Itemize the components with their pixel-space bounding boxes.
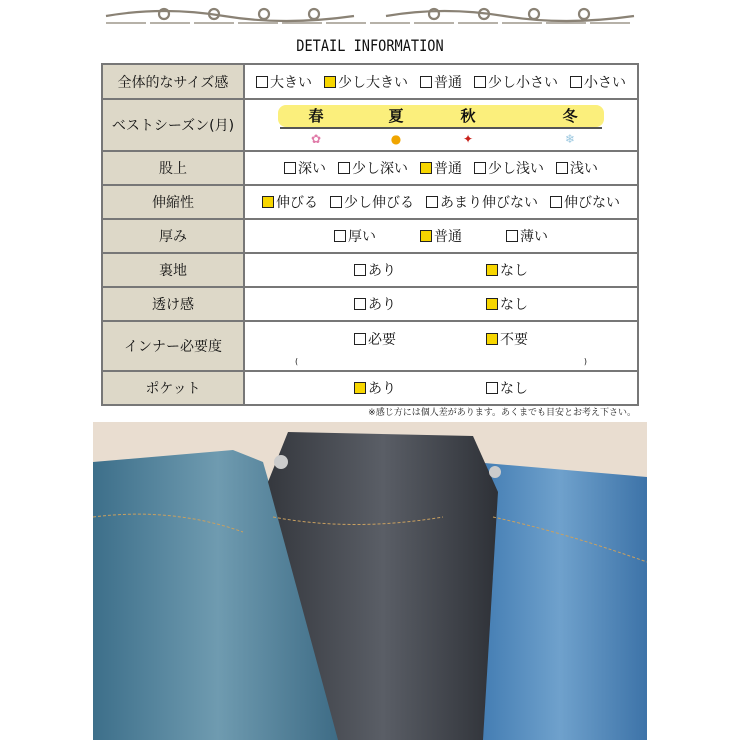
disclaimer-note: ※感じ方には個人差があります。あくまでも目安とお考え下さい。 xyxy=(368,408,636,418)
table-row xyxy=(102,64,638,99)
option xyxy=(506,226,548,246)
checkbox-icon xyxy=(354,264,366,276)
row-label: 透け感 xyxy=(102,287,244,321)
option-label: 薄い xyxy=(520,229,548,245)
snowflake-icon: ❄ xyxy=(564,132,576,146)
page-title: DETAIL INFORMATION xyxy=(296,36,444,55)
season-label: 秋 xyxy=(460,107,476,125)
checkbox-icon xyxy=(506,230,518,242)
option-label: 少し浅い xyxy=(488,161,544,177)
option-label: 深い xyxy=(298,161,326,177)
table-row xyxy=(102,219,638,253)
checkbox-icon xyxy=(338,162,350,174)
checkbox-icon xyxy=(474,162,486,174)
checkbox-icon xyxy=(550,196,562,208)
option xyxy=(262,192,318,212)
season-label: 冬 xyxy=(562,107,578,125)
option-label: あり xyxy=(368,381,396,397)
row-value xyxy=(244,151,638,185)
option-label: 少し伸びる xyxy=(344,195,414,211)
row-label: 伸縮性 xyxy=(102,185,244,219)
checkbox-icon xyxy=(420,230,432,242)
option-label: 少し小さい xyxy=(488,74,558,91)
row-value xyxy=(244,371,638,405)
season-label: 夏 xyxy=(388,107,404,125)
option xyxy=(354,294,396,314)
option-label: 伸びる xyxy=(276,195,318,211)
option xyxy=(256,72,312,92)
checkbox-icon xyxy=(486,333,498,345)
table-row xyxy=(102,371,638,405)
option xyxy=(486,329,528,349)
season-label: 春 xyxy=(308,107,324,125)
option xyxy=(324,72,408,92)
option xyxy=(334,226,376,246)
row-value xyxy=(244,287,638,321)
option-label: 必要 xyxy=(368,332,396,348)
checkbox-icon xyxy=(334,230,346,242)
option-label: なし xyxy=(500,263,528,279)
option-label: 大きい xyxy=(270,74,312,91)
option-label: 浅い xyxy=(570,161,598,177)
checkbox-icon xyxy=(474,76,486,88)
checkbox-icon xyxy=(354,382,366,394)
table-row xyxy=(102,99,638,151)
row-label: 全体的なサイズ感 xyxy=(102,64,244,99)
option xyxy=(486,294,528,314)
checkbox-icon xyxy=(486,298,498,310)
ornament-divider xyxy=(104,4,636,26)
option-label: 小さい xyxy=(584,74,626,91)
option-label: なし xyxy=(500,381,528,397)
option xyxy=(354,378,396,398)
checkbox-icon xyxy=(556,162,568,174)
row-label: 厚み xyxy=(102,219,244,253)
option-label: 伸びない xyxy=(564,195,620,211)
row-label: ポケット xyxy=(102,371,244,405)
checkbox-icon xyxy=(486,264,498,276)
sunflower-icon: ● xyxy=(390,132,402,146)
option-label: 厚い xyxy=(348,229,376,245)
option xyxy=(420,226,462,246)
flower-icon: ✿ xyxy=(310,132,322,146)
paren-close: ) xyxy=(583,357,587,366)
option-label: なし xyxy=(500,297,528,313)
row-value xyxy=(244,64,638,99)
option-label: あまり伸びない xyxy=(440,195,538,211)
row-value xyxy=(244,253,638,287)
option xyxy=(474,72,558,92)
option xyxy=(284,158,326,178)
option-label: 普通 xyxy=(434,229,462,245)
option xyxy=(486,260,528,280)
checkbox-icon xyxy=(570,76,582,88)
checkbox-icon xyxy=(486,382,498,394)
checkbox-icon xyxy=(354,333,366,345)
row-label: ベストシーズン(月) xyxy=(102,99,244,151)
option-label: あり xyxy=(368,297,396,313)
option xyxy=(420,158,462,178)
checkbox-icon xyxy=(420,162,432,174)
option-label: 少し大きい xyxy=(338,74,408,91)
checkbox-icon xyxy=(262,196,274,208)
season-chart xyxy=(278,102,604,148)
option xyxy=(338,158,408,178)
option-label: 普通 xyxy=(434,74,462,91)
option xyxy=(550,192,620,212)
row-value xyxy=(244,99,638,151)
option xyxy=(556,158,598,178)
option-label: 普通 xyxy=(434,161,462,177)
table-row xyxy=(102,321,638,371)
row-label: 股上 xyxy=(102,151,244,185)
checkbox-icon xyxy=(354,298,366,310)
detail-table xyxy=(101,63,639,406)
option xyxy=(486,378,528,398)
option xyxy=(330,192,414,212)
row-value xyxy=(244,219,638,253)
checkbox-icon xyxy=(324,76,336,88)
row-label: 裏地 xyxy=(102,253,244,287)
option xyxy=(354,329,396,349)
checkbox-icon xyxy=(256,76,268,88)
option xyxy=(420,72,462,92)
maple-leaf-icon: ✦ xyxy=(462,132,474,146)
option-label: 不要 xyxy=(500,332,528,348)
option xyxy=(474,158,544,178)
month-scale xyxy=(280,127,602,129)
option-label: あり xyxy=(368,263,396,279)
table-row xyxy=(102,151,638,185)
option-label: 少し深い xyxy=(352,161,408,177)
option xyxy=(426,192,538,212)
option xyxy=(570,72,626,92)
table-row xyxy=(102,287,638,321)
checkbox-icon xyxy=(420,76,432,88)
row-value xyxy=(244,321,638,371)
paren-open: ( xyxy=(295,357,299,366)
checkbox-icon xyxy=(426,196,438,208)
row-label: インナー必要度 xyxy=(102,321,244,371)
option xyxy=(354,260,396,280)
checkbox-icon xyxy=(284,162,296,174)
table-row xyxy=(102,185,638,219)
product-photo-jeans xyxy=(93,422,647,740)
checkbox-icon xyxy=(330,196,342,208)
row-value xyxy=(244,185,638,219)
table-row xyxy=(102,253,638,287)
